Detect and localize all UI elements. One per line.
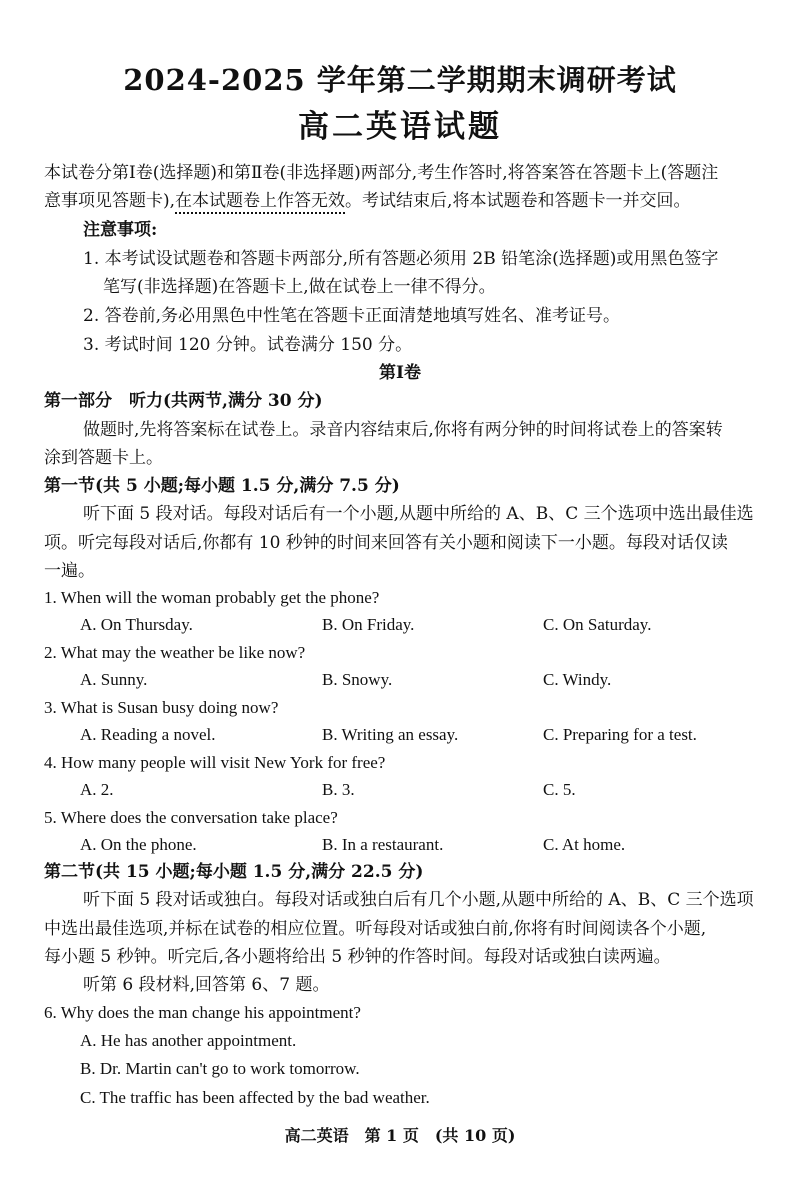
question-5: 5. Where does the conversation take place?	[44, 808, 338, 827]
section1-desc-3: 一遍。	[44, 561, 95, 581]
notes-heading: 注意事项:	[83, 220, 158, 240]
section1-desc-2: 项。听完每段对话后,你都有 10 秒钟的时间来回答有关小题和阅读下一小题。每段对话仅读	[44, 533, 728, 553]
page-footer: 高二英语 第 1 页 (共 10 页)	[284, 1126, 516, 1145]
q2-option-a: A. Sunny.	[80, 670, 148, 689]
section2-desc-2: 中选出最佳选项,并标在试卷的相应位置。听每段对话或独白前,你将有时间阅读各个小题,	[44, 919, 707, 939]
q3-option-c: C. Preparing for a test.	[543, 725, 697, 744]
section2-heading: 第二节(共 15 小题;每小题 1.5 分,满分 22.5 分)	[44, 862, 424, 882]
q6-option-b: B. Dr. Martin can't go to work tomorrow.	[80, 1059, 360, 1078]
question-6: 6. Why does the man change his appointment?	[44, 1003, 361, 1022]
q3-option-a: A. Reading a novel.	[80, 725, 216, 744]
note-1b: 笔写(非选择题)在答题卡上,做在试卷上一律不得分。	[103, 277, 496, 297]
q1-option-c: C. On Saturday.	[543, 615, 652, 634]
exam-title: 2024-2025 学年第二学期期末调研考试	[123, 63, 677, 97]
part1-desc-2: 涂到答题卡上。	[44, 448, 163, 468]
question-4: 4. How many people will visit New York for free?	[44, 753, 386, 772]
intro-line-2-start: 意事项见答题卡),	[44, 191, 176, 211]
note-1a: 1. 本考试设试题卷和答题卡两部分,所有答题必须用 2B 铅笔涂(选择题)或用黑色签字	[83, 249, 719, 269]
note-3: 3. 考试时间 120 分钟。试卷满分 150 分。	[83, 335, 413, 355]
q6-option-a: A. He has another appointment.	[80, 1031, 297, 1050]
q3-option-b: B. Writing an essay.	[322, 725, 459, 744]
q4-option-a: A. 2.	[80, 780, 114, 799]
section2-desc-1: 听下面 5 段对话或独白。每段对话或独白后有几个小题,从题中所给的 A、B、C 三个选项	[83, 890, 754, 910]
q5-option-a: A. On the phone.	[80, 835, 197, 854]
exam-subtitle: 高二英语试题	[298, 109, 502, 145]
question-3: 3. What is Susan busy doing now?	[44, 698, 279, 717]
q5-option-b: B. In a restaurant.	[322, 835, 444, 854]
q5-option-c: C. At home.	[543, 835, 626, 854]
volume-heading: 第Ⅰ卷	[379, 363, 421, 383]
section1-desc-1: 听下面 5 段对话。每段对话后有一个小题,从题中所给的 A、B、C 三个选项中选出最佳选	[83, 504, 754, 524]
material-instruction: 听第 6 段材料,回答第 6、7 题。	[83, 975, 330, 995]
section2-desc-3: 每小题 5 秒钟。听完后,各小题将给出 5 秒钟的作答时间。每段对话或独白读两遍。	[44, 947, 671, 967]
intro-line-2-end: 。考试结束后,将本试题卷和答题卡一并交回。	[345, 191, 691, 211]
part1-desc-1: 做题时,先将答案标在试卷上。录音内容结束后,你将有两分钟的时间将试卷上的答案转	[83, 420, 723, 440]
note-2: 2. 答卷前,务必用黑色中性笔在答题卡正面清楚地填写姓名、准考证号。	[83, 306, 621, 326]
q4-option-c: C. 5.	[543, 780, 576, 799]
q1-option-a: A. On Thursday.	[80, 615, 193, 634]
intro-emphasis: 在本试题卷上作答无效	[175, 191, 346, 211]
section1-heading: 第一节(共 5 小题;每小题 1.5 分,满分 7.5 分)	[44, 476, 400, 496]
question-1: 1. When will the woman probably get the phone?	[44, 588, 380, 607]
q4-option-b: B. 3.	[322, 780, 355, 799]
question-2: 2. What may the weather be like now?	[44, 643, 306, 662]
q6-option-c: C. The traffic has been affected by the bad weather.	[80, 1088, 430, 1107]
intro-line-2	[44, 190, 690, 212]
q2-option-b: B. Snowy.	[322, 670, 393, 689]
intro-line-1: 本试卷分第Ⅰ卷(选择题)和第Ⅱ卷(非选择题)两部分,考生作答时,将答案答在答题卡上(答题注	[44, 163, 719, 183]
q2-option-c: C. Windy.	[543, 670, 612, 689]
q1-option-b: B. On Friday.	[322, 615, 415, 634]
part1-heading: 第一部分 听力(共两节,满分 30 分)	[44, 391, 323, 411]
